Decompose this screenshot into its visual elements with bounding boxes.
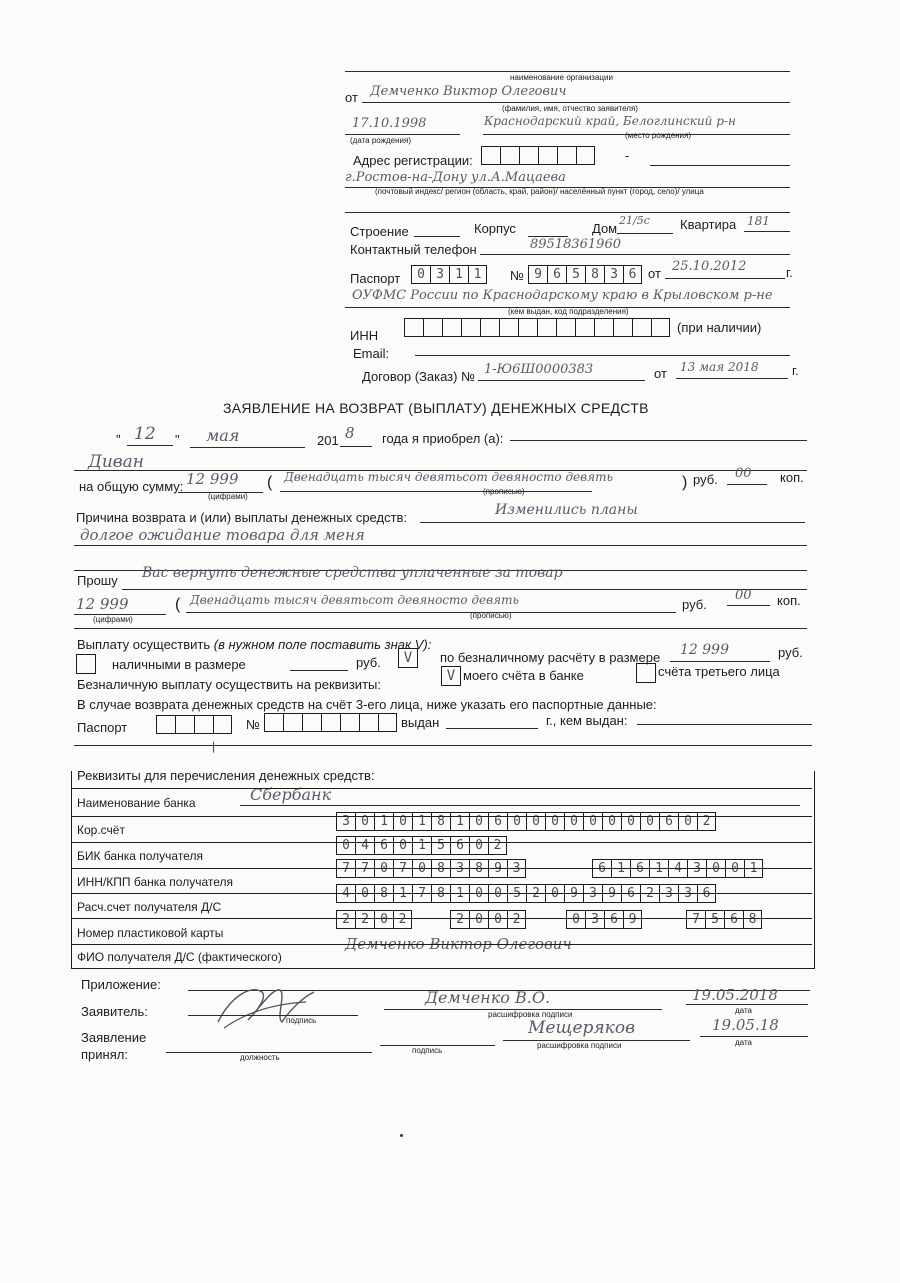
inn-label: ИНН <box>350 328 379 343</box>
postal-cell <box>576 146 595 165</box>
address-caption: (почтовый индекс/ регион (область, край, район)/ населённый пункт (город, село)/ улица <box>375 187 704 196</box>
bik-cell: 0 <box>336 836 355 855</box>
passport-date: 25.10.2012 <box>672 259 747 274</box>
applicant-date-line <box>686 1004 808 1005</box>
request-line <box>122 589 807 590</box>
birth-date: 17.10.1998 <box>352 116 427 131</box>
apt-value: 181 <box>747 214 770 228</box>
card-group-3[interactable] <box>566 910 642 929</box>
passport-number-cell: 3 <box>604 265 623 284</box>
corr-cell: 0 <box>507 812 526 831</box>
card-cell: 6 <box>604 910 623 929</box>
third-party-year-label: г., кем выдан: <box>546 713 628 728</box>
phone-line <box>480 254 790 255</box>
cashless-rub-label: руб. <box>778 645 803 660</box>
inn-cell <box>651 318 670 337</box>
request-words-line <box>186 612 676 613</box>
dash: - <box>625 148 630 163</box>
account-label: Расч.счет получателя Д/С <box>77 900 222 914</box>
bik-cell: 4 <box>355 836 374 855</box>
request-kop-label: коп. <box>777 593 801 608</box>
inn-cell <box>442 318 461 337</box>
quote-close: " <box>175 432 180 447</box>
year-prefix: 201 <box>317 433 339 448</box>
postal-cell <box>557 146 576 165</box>
dust-speck <box>400 1134 403 1137</box>
from-label: от <box>345 90 358 105</box>
accepted-decoding-caption: расшифровка подписи <box>537 1041 622 1050</box>
request-kop-value: 00 <box>735 588 752 603</box>
postal-cell <box>538 146 557 165</box>
inn-cell <box>423 318 442 337</box>
bank-kpp-cell: 6 <box>630 859 649 878</box>
account-cell: 2 <box>526 884 545 903</box>
innkpp-label: ИНН/КПП банка получателя <box>77 875 233 889</box>
reason-line-2-rule <box>74 545 807 546</box>
corr-label: Кор.счёт <box>77 823 125 837</box>
birth-date-caption: (дата рождения) <box>350 136 412 145</box>
card-cell: 0 <box>469 910 488 929</box>
building-line <box>414 236 460 237</box>
details-label: Безналичную выплату осуществить на реквизиты: <box>77 677 381 692</box>
bank-inn-cell: 3 <box>507 859 526 878</box>
passport-series-cells[interactable] <box>411 265 487 284</box>
cashless-amount-line <box>670 661 770 662</box>
contract-line <box>478 380 645 381</box>
applicant-label: Заявитель: <box>81 1004 148 1019</box>
account-cell: 8 <box>431 884 450 903</box>
bank-name-value: Сбербанк <box>250 785 332 804</box>
payment-hint: (в нужном поле поставить знак V): <box>213 637 432 652</box>
account-cell: 5 <box>507 884 526 903</box>
day-line <box>127 445 173 446</box>
card-group-2[interactable] <box>450 910 526 929</box>
inn-cell <box>537 318 556 337</box>
card-cell: 7 <box>686 910 705 929</box>
reg-address-value: г.Ростов-на-Дону ул.А.Мацаева <box>345 170 566 185</box>
bank-inn-cell: 0 <box>412 859 431 878</box>
total-open-paren: ( <box>267 474 273 491</box>
number-cell <box>359 713 378 732</box>
account-cell: 0 <box>488 884 507 903</box>
request-digits-caption: (цифрами) <box>93 615 133 624</box>
corr-cell: 0 <box>545 812 564 831</box>
card-cell: 8 <box>743 910 762 929</box>
request-words-caption: (прописью) <box>470 611 512 620</box>
total-kop-value: 00 <box>735 466 752 481</box>
corr-cell: 0 <box>640 812 659 831</box>
account-cell: 1 <box>450 884 469 903</box>
reason-line-1-rule <box>420 522 805 523</box>
account-cell: 0 <box>355 884 374 903</box>
accepted-position-caption: должность <box>240 1053 280 1062</box>
bank-inn-cell: 0 <box>374 859 393 878</box>
inn-cell <box>404 318 423 337</box>
third-party-passport-label: Паспорт <box>77 720 128 735</box>
card-cell: 0 <box>374 910 393 929</box>
bank-inn-cell: 7 <box>336 859 355 878</box>
req-row-divider <box>72 842 812 843</box>
words-caption: (прописью) <box>483 487 525 496</box>
number-cell <box>378 713 397 732</box>
card-cell: 3 <box>585 910 604 929</box>
corr-cell: 0 <box>621 812 640 831</box>
cashless-label: по безналичному расчёту в размере <box>440 650 661 665</box>
bank-name-line <box>240 805 800 806</box>
reason-label: Причина возврата и (или) выплаты денежных средств: <box>76 510 408 525</box>
passport-series-cell: 0 <box>411 265 430 284</box>
postal-cell <box>519 146 538 165</box>
req-row-divider <box>72 944 812 945</box>
inn-cells[interactable] <box>404 318 670 337</box>
third-party-line-2 <box>74 745 812 746</box>
quote-open: " <box>116 432 121 447</box>
passport-number-cell: 8 <box>585 265 604 284</box>
applicant-date: 19.05.2018 <box>692 986 778 1004</box>
passport-date-line <box>665 278 785 279</box>
own-account-label: моего счёта в банке <box>463 668 584 683</box>
month-value: мая <box>206 426 240 445</box>
total-rub-label: руб. <box>693 472 718 487</box>
account-cell: 4 <box>336 884 355 903</box>
cash-rub-label: руб. <box>356 655 381 670</box>
account-cell: 3 <box>678 884 697 903</box>
building-label: Строение <box>350 224 409 239</box>
corr-cell: 8 <box>431 812 450 831</box>
corr-cell: 0 <box>583 812 602 831</box>
birth-place: Краснодарский край, Белоглинский р-н <box>484 114 736 128</box>
name-line <box>362 102 790 103</box>
req-row-divider <box>72 816 812 817</box>
corr-cell: 0 <box>469 812 488 831</box>
accepted-date-line <box>700 1036 808 1037</box>
cash-checkbox[interactable] <box>76 654 96 674</box>
bik-cell: 5 <box>431 836 450 855</box>
third-party-number-cells[interactable] <box>264 713 397 732</box>
series-cell <box>175 715 194 734</box>
inn-cell <box>613 318 632 337</box>
bik-label: БИК банка получателя <box>77 849 203 863</box>
postal-code-cells[interactable] <box>481 146 595 165</box>
corr-cell: 0 <box>355 812 374 831</box>
inn-cell <box>480 318 499 337</box>
corr-cells[interactable] <box>336 812 716 831</box>
request-kop-line <box>727 605 770 606</box>
reg-address-label: Адрес регистрации: <box>353 153 473 168</box>
passport-series-cell: 3 <box>430 265 449 284</box>
day-value: 12 <box>134 424 156 444</box>
year-suffix: г. <box>786 265 793 280</box>
series-cell <box>156 715 175 734</box>
bik-cell: 6 <box>374 836 393 855</box>
corr-cell: 0 <box>526 812 545 831</box>
bik-cell: 2 <box>488 836 507 855</box>
corr-cell: 3 <box>336 812 355 831</box>
inn-cell <box>556 318 575 337</box>
account-cell: 3 <box>583 884 602 903</box>
bik-cell: 0 <box>469 836 488 855</box>
corr-cell: 0 <box>564 812 583 831</box>
passport-number-cells[interactable] <box>528 265 642 284</box>
number-cell <box>264 713 283 732</box>
org-line <box>345 71 790 72</box>
name-caption: (фамилия, имя, отчество заявителя) <box>502 104 638 113</box>
card-cell: 6 <box>724 910 743 929</box>
phone-value: 89518361960 <box>530 237 621 252</box>
card-group-1[interactable] <box>336 910 412 929</box>
card-cell: 9 <box>623 910 642 929</box>
number-cell <box>302 713 321 732</box>
contract-date: 13 мая 2018 <box>680 360 759 374</box>
accepted-date-caption: дата <box>735 1038 752 1047</box>
birth-place-caption: (место рождения) <box>625 131 692 140</box>
email-line <box>415 355 790 356</box>
bank-inn-cell: 8 <box>469 859 488 878</box>
applicant-name: Демченко Виктор Олегович <box>370 84 567 99</box>
inn-cell <box>461 318 480 337</box>
account-cell: 8 <box>374 884 393 903</box>
apt-line <box>744 231 790 232</box>
corr-cell: 1 <box>450 812 469 831</box>
phone-label: Контактный телефон <box>350 242 477 257</box>
request-digits: 12 999 <box>76 595 129 613</box>
third-party-note: В случае возврата денежных средств на счёт 3-его лица, ниже указать его паспортные данные: <box>77 697 657 712</box>
total-kop-label: коп. <box>780 470 804 485</box>
passport-number-cell: 9 <box>528 265 547 284</box>
total-words-line <box>280 491 592 492</box>
series-cell <box>213 715 232 734</box>
reason-line-2: долгое ожидание товара для меня <box>80 526 365 544</box>
passport-series-cell: 1 <box>468 265 487 284</box>
passport-series-cell: 1 <box>449 265 468 284</box>
account-cell: 6 <box>621 884 640 903</box>
passport-number-cell: 6 <box>623 265 642 284</box>
inn-cell <box>575 318 594 337</box>
bank-inn-cell: 9 <box>488 859 507 878</box>
inn-cell <box>632 318 651 337</box>
contract-year-suffix: г. <box>792 363 799 378</box>
postal-cell <box>500 146 519 165</box>
req-row-divider <box>72 868 812 869</box>
bought-label: года я приобрел (а): <box>382 431 504 446</box>
bik-cell: 0 <box>393 836 412 855</box>
card-cell: 2 <box>355 910 374 929</box>
accepted-date: 19.05.18 <box>712 1016 779 1034</box>
total-kop-line <box>727 484 767 485</box>
card-label: Номер пластиковой карты <box>77 926 224 940</box>
card-cell: 2 <box>507 910 526 929</box>
cash-amount-line <box>290 670 348 671</box>
third-party-issued-label: выдан <box>401 715 440 730</box>
card-cell: 5 <box>705 910 724 929</box>
corr-cell: 6 <box>659 812 678 831</box>
total-close-paren: ) <box>682 474 688 491</box>
house-label: Дом <box>592 221 618 236</box>
third-party-date-line <box>446 728 538 729</box>
card-cell: 2 <box>450 910 469 929</box>
year-digit: 8 <box>345 424 355 442</box>
item-value: Диван <box>88 452 144 472</box>
applicant-decoding: Демченко В.О. <box>425 988 551 1007</box>
account-cell: 2 <box>640 884 659 903</box>
number-cell <box>283 713 302 732</box>
request-rub-label: руб. <box>682 597 707 612</box>
requisites-title: Реквизиты для перечисления денежных средств: <box>77 768 375 783</box>
card-group-4[interactable] <box>686 910 762 929</box>
account-cell: 6 <box>697 884 716 903</box>
postal-cell <box>481 146 500 165</box>
accepted-label-2: принял: <box>81 1047 128 1062</box>
inn-cell <box>594 318 613 337</box>
email-label: Email: <box>353 346 390 361</box>
contract-date-line <box>676 378 788 379</box>
accepted-label-1: Заявление <box>81 1030 147 1045</box>
account-cell: 9 <box>602 884 621 903</box>
bank-kpp-cell: 0 <box>725 859 744 878</box>
corr-cell: 0 <box>678 812 697 831</box>
corr-cell: 1 <box>374 812 393 831</box>
inn-cell <box>518 318 537 337</box>
number-cell <box>321 713 340 732</box>
bank-inn-cell: 7 <box>355 859 374 878</box>
total-words: Двенадцать тысяч девятьсот девяносто девять <box>284 470 613 484</box>
bank-kpp-cell: 1 <box>744 859 763 878</box>
org-caption: наименование организации <box>510 73 613 82</box>
cashless-checkbox[interactable]: V <box>398 648 418 668</box>
house-line <box>617 233 673 234</box>
number-cell <box>340 713 359 732</box>
bank-inn-cell: 3 <box>450 859 469 878</box>
inn-note: (при наличии) <box>677 320 762 335</box>
corr-cell: 6 <box>488 812 507 831</box>
bik-cells[interactable] <box>336 836 507 855</box>
card-cell: 2 <box>393 910 412 929</box>
total-label: на общую сумму: <box>79 479 184 494</box>
contract-value: 1-Ю6Ш0000383 <box>484 362 594 377</box>
page-title: ЗАЯВЛЕНИЕ НА ВОЗВРАТ (ВЫПЛАТУ) ДЕНЕЖНЫХ СРЕДСТВ <box>223 400 649 416</box>
bank-kpp-cell: 1 <box>611 859 630 878</box>
bank-name-label: Наименование банка <box>77 796 196 810</box>
series-cell <box>194 715 213 734</box>
applicant-date-caption: дата <box>735 1006 752 1015</box>
corr-cell: 2 <box>697 812 716 831</box>
bank-kpp-cell: 1 <box>649 859 668 878</box>
request-words: Двенадцать тысяч девятьсот девяносто девять <box>190 593 519 607</box>
contract-from-label: от <box>654 366 667 381</box>
account-cell: 3 <box>659 884 678 903</box>
address-line-2 <box>345 212 790 213</box>
issuer-caption: (кем выдан, код подразделения) <box>508 307 629 316</box>
account-cell: 0 <box>469 884 488 903</box>
cashless-amount: 12 999 <box>680 642 729 658</box>
corr-cell: 0 <box>393 812 412 831</box>
account-cell: 1 <box>393 884 412 903</box>
bank-kpp-cell: 4 <box>668 859 687 878</box>
request-end-line <box>74 628 807 629</box>
applicant-sign-line <box>188 1015 358 1016</box>
passport-issuer: ОУФМС России по Краснодарскому краю в Крыловском р-не <box>352 288 773 303</box>
payment-label <box>77 637 431 652</box>
year-line <box>340 446 372 447</box>
req-row-divider <box>72 893 812 894</box>
card-cell: 0 <box>488 910 507 929</box>
contract-label: Договор (Заказ) № <box>362 369 476 384</box>
bank-kpp-cell: 6 <box>592 859 611 878</box>
total-digits: 12 999 <box>186 470 239 488</box>
recipient-value: Демченко Виктор Олегович <box>345 935 572 953</box>
house-value: 21/5с <box>619 214 650 227</box>
corr-cell: 0 <box>602 812 621 831</box>
applicant-sign-caption: подпись <box>286 1016 317 1025</box>
birth-date-line <box>345 134 460 135</box>
account-cell: 9 <box>564 884 583 903</box>
month-line <box>190 447 305 448</box>
accepted-decoding: Мещеряков <box>528 1018 635 1038</box>
third-party-label: счёта третьего лица <box>658 664 780 679</box>
third-party-issuer-line <box>637 724 812 725</box>
request-open-paren: ( <box>175 596 181 613</box>
cash-label: наличными в размере <box>112 657 246 672</box>
bought-line <box>510 440 807 441</box>
bank-kpp-cell: 0 <box>706 859 725 878</box>
applicant-signature-icon <box>210 978 320 1038</box>
card-cell: 2 <box>336 910 355 929</box>
apt-label: Квартира <box>680 217 737 232</box>
reason-line-1: Изменились планы <box>495 502 638 518</box>
bik-cell: 6 <box>450 836 469 855</box>
digits-caption: (цифрами) <box>208 492 248 501</box>
corr-cell: 1 <box>412 812 431 831</box>
attachment-label: Приложение: <box>81 977 161 992</box>
req-row-divider <box>72 918 812 919</box>
payment-label-text: Выплату осуществить <box>77 637 211 652</box>
region-line <box>650 165 790 166</box>
request-label: Прошу <box>77 573 118 588</box>
account-cell: 0 <box>545 884 564 903</box>
bank-inn-cell: 7 <box>393 859 412 878</box>
inn-cell <box>499 318 518 337</box>
account-cell: 7 <box>412 884 431 903</box>
bik-cell: 1 <box>412 836 431 855</box>
passport-label: Паспорт <box>350 271 401 286</box>
third-party-series-cells[interactable] <box>156 715 232 734</box>
recipient-label: ФИО получателя Д/С (фактического) <box>77 950 282 964</box>
passport-from-label: от <box>648 266 661 281</box>
applicant-decoding-caption: расшифровка подписи <box>488 1010 573 1019</box>
punch-mark-icon: ❘ <box>209 741 219 753</box>
third-party-checkbox[interactable] <box>636 663 656 683</box>
third-party-number-sign: № <box>246 717 260 732</box>
card-cell: 0 <box>566 910 585 929</box>
bank-inn-cell: 8 <box>431 859 450 878</box>
passport-number-cell: 6 <box>547 265 566 284</box>
own-account-checkbox[interactable]: V <box>441 666 461 686</box>
bank-kpp-cell: 3 <box>687 859 706 878</box>
req-row-divider <box>72 788 812 789</box>
korpus-label: Корпус <box>474 221 516 236</box>
passport-number-cell: 5 <box>566 265 585 284</box>
accepted-sign-caption: подпись <box>412 1046 443 1055</box>
request-text: Вас вернуть денежные средства уплаченные за товар <box>142 565 563 581</box>
number-sign: № <box>510 268 524 283</box>
